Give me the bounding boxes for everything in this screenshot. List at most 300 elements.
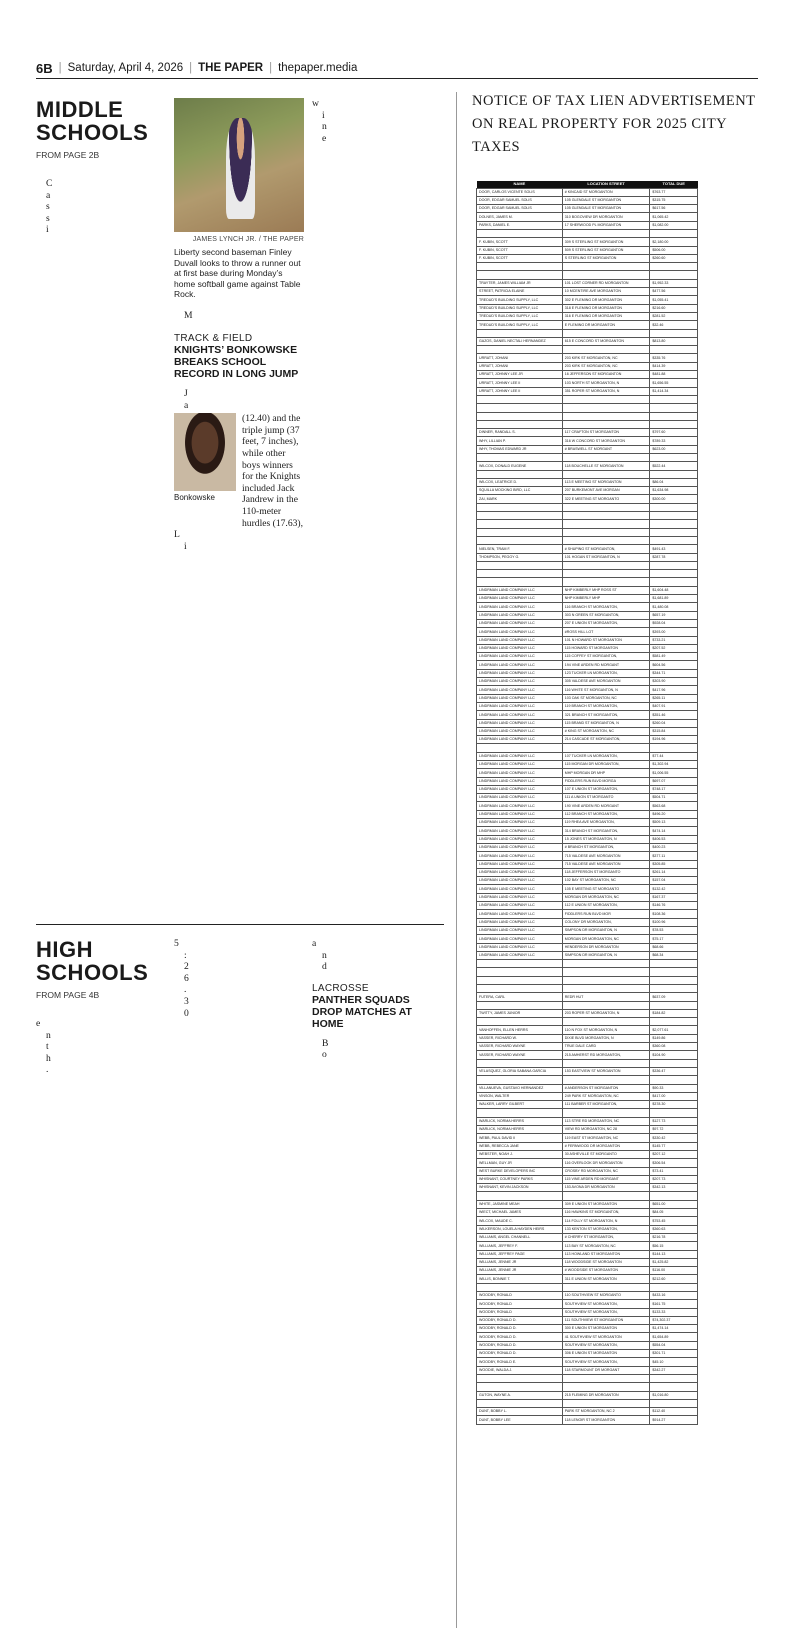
table-row	[477, 760, 698, 768]
location-cell	[562, 536, 650, 544]
location-cell: DIXIE BLVD MORGANTON, N	[562, 1034, 650, 1042]
table-row	[477, 1117, 698, 1125]
total-due-cell: $336.47	[650, 1067, 698, 1075]
table-row	[477, 1126, 698, 1134]
table-row	[477, 1209, 698, 1217]
owner-name-cell: LINDRMAN LAND COMPANY LLC	[477, 603, 563, 611]
owner-name-cell: LINDRMAN LAND COMPANY LLC	[477, 918, 563, 926]
total-due-cell: $32.46	[650, 321, 698, 329]
location-cell	[562, 470, 650, 478]
table-row	[477, 495, 698, 503]
owner-name-cell	[477, 744, 563, 752]
location-cell	[562, 1383, 650, 1391]
total-due-cell: $914.27	[650, 1416, 698, 1424]
location-cell	[562, 744, 650, 752]
table-row	[477, 312, 698, 320]
total-due-cell: $68.34	[650, 951, 698, 959]
location-cell: 116 HAWKINS ST MORGANTON,	[562, 1209, 650, 1217]
total-due-cell: $207.73	[650, 1175, 698, 1183]
total-due-cell: $491.43	[650, 545, 698, 553]
total-due-cell	[650, 229, 698, 237]
table-row	[477, 346, 698, 354]
table-row	[477, 470, 698, 478]
location-cell: 10 MCENTIRE AVE MORGANTON	[562, 288, 650, 296]
paragraph: :	[184, 949, 187, 961]
paragraphs	[312, 1038, 442, 1061]
location-cell	[562, 503, 650, 511]
table-row	[477, 205, 698, 213]
location-cell: 509 S STERLING ST MORGANTON	[562, 246, 650, 254]
location-cell: 105 GLENDALE ST MORGANTON	[562, 205, 650, 213]
owner-name-cell: LINDRMAN LAND COMPANY LLC	[477, 595, 563, 603]
total-due-cell: $68.66	[650, 943, 698, 951]
player-figure	[226, 118, 255, 219]
total-due-cell	[650, 512, 698, 520]
total-due-cell: $504.71	[650, 794, 698, 802]
owner-name-cell: WEBB, PAUL DAVID II	[477, 1134, 563, 1142]
location-cell: # BRASWELL ST MORGANT	[562, 445, 650, 453]
location-cell: 103 NORTH ST MORGANTON, N	[562, 379, 650, 387]
location-cell: 112 E UNION ST MORGANTON,	[562, 902, 650, 910]
owner-name-cell: LINDRMAN LAND COMPANY LLC	[477, 586, 563, 594]
table-row	[477, 1366, 698, 1374]
table-row	[477, 1184, 698, 1192]
table-row	[477, 1217, 698, 1225]
total-due-cell: $417.96	[650, 686, 698, 694]
total-due-cell: $157.04	[650, 877, 698, 885]
table-row	[477, 503, 698, 511]
table-row	[477, 1391, 698, 1399]
table-row	[477, 678, 698, 686]
owner-name-cell	[477, 503, 563, 511]
total-due-cell: $45.10	[650, 1358, 698, 1366]
total-due-cell	[650, 1399, 698, 1407]
total-due-cell: $116.00	[650, 1267, 698, 1275]
lacrosse-kicker: LACROSSE	[312, 982, 369, 994]
table-row	[477, 279, 698, 287]
total-due-cell	[650, 470, 698, 478]
total-due-cell: $265.11	[650, 694, 698, 702]
location-cell: SOUTHVIEW ST MORGANTON,	[562, 1308, 650, 1316]
table-row	[477, 868, 698, 876]
total-due-cell	[650, 1374, 698, 1382]
table-row	[477, 1233, 698, 1241]
owner-name-cell	[477, 346, 563, 354]
table-row	[477, 752, 698, 760]
location-cell: CROSBY RD MORGANTON, NC	[562, 1167, 650, 1175]
table-row	[477, 561, 698, 569]
table-row	[477, 736, 698, 744]
owner-name-cell: WARLICK, NORMA HERRS	[477, 1117, 563, 1125]
total-due-cell: $2,180.00	[650, 238, 698, 246]
location-cell: 118 BOUCHELLE ST MORGANTON	[562, 462, 650, 470]
owner-name-cell: LINDRMAN LAND COMPANY LLC	[477, 719, 563, 727]
paragraph: s	[46, 212, 50, 224]
owner-name-cell: DOLNES, JAMES M.	[477, 213, 563, 221]
table-row	[477, 1316, 698, 1324]
total-due-cell: $789.33	[650, 437, 698, 445]
owner-name-cell: LINDRMAN LAND COMPANY LLC	[477, 802, 563, 810]
owner-name-cell: LINDRMAN LAND COMPANY LLC	[477, 835, 563, 843]
location-cell: 318 E FLEMING DR MORGANTON	[562, 304, 650, 312]
table-row	[477, 404, 698, 412]
location-cell: 105 GLENDALE ST MORGANTON	[562, 196, 650, 204]
total-due-cell: $496.20	[650, 810, 698, 818]
location-cell: 310 BOGOVIEW DR MORGANTON	[562, 213, 650, 221]
owner-name-cell: LINDRMAN LAND COMPANY LLC	[477, 777, 563, 785]
total-due-cell	[650, 744, 698, 752]
table-row	[477, 1225, 698, 1233]
paragraph: M	[184, 309, 193, 321]
location-cell: # ANDERSON ST MORGANTON	[562, 1084, 650, 1092]
location-cell: 300 E UNION ST MORGANTON	[562, 1325, 650, 1333]
total-due-cell: $73.41	[650, 1167, 698, 1175]
total-due-cell: $407.91	[650, 702, 698, 710]
owner-name-cell: LINDRMAN LAND COMPANY LLC	[477, 769, 563, 777]
owner-name-cell: F. KUBIN, SCOTT	[477, 254, 563, 262]
table-row	[477, 536, 698, 544]
location-cell: 105 E MEETING ST MORGANTO	[562, 885, 650, 893]
location-cell: 115 COFFEY ST MORGANTON,	[562, 653, 650, 661]
total-due-cell: $56.15	[650, 1242, 698, 1250]
tax-notice-title: NOTICE OF TAX LIEN ADVERTISEMENT ON REAL PROPERTY FOR 2025 CITY TAXES	[472, 93, 756, 155]
total-due-cell: $260.60	[650, 254, 698, 262]
table-row	[477, 1291, 698, 1299]
table-row	[477, 902, 698, 910]
total-due-cell: $522.44	[650, 462, 698, 470]
owner-name-cell: LINDRMAN LAND COMPANY LLC	[477, 819, 563, 827]
table-row	[477, 603, 698, 611]
total-due-cell: $75.17	[650, 935, 698, 943]
owner-name-cell	[477, 271, 563, 279]
table-row	[477, 520, 698, 528]
masthead-rule	[36, 78, 758, 79]
track-text-b	[174, 529, 304, 552]
total-due-cell: $301.71	[650, 1350, 698, 1358]
table-row	[477, 1333, 698, 1341]
paragraph: B	[322, 1037, 329, 1049]
photo-caption: Liberty second baseman Finley Duvall looks to throw a runner out at first base during Monday’s home softball game against Table Rock.	[174, 247, 301, 299]
owner-name-cell: LINDRMAN LAND COMPANY LLC	[477, 702, 563, 710]
total-due-cell: $216.60	[650, 304, 698, 312]
owner-name-cell: SQUILLA MOCKING BIRD, LLC	[477, 487, 563, 495]
table-row	[477, 1059, 698, 1067]
total-due-cell: $1,302.94	[650, 760, 698, 768]
location-cell: # KINCAID ST MORGANTON	[562, 188, 650, 196]
mug-caption: Bonkowske	[174, 493, 215, 503]
location-cell: 16 JEFFERSON ST MORGANTON	[562, 371, 650, 379]
total-due-cell: $393.00	[650, 628, 698, 636]
wrap-paragraph: (12.40) and the triple jump (37 feet, 7 inches), while other boys winners for the Knights included Jack Jandrew in the 110-meter hurdles (17.63),	[242, 413, 304, 529]
total-due-cell	[650, 404, 698, 412]
table-row	[477, 1242, 698, 1250]
owner-name-cell: GUTON, WAYNE A.	[477, 1391, 563, 1399]
owner-name-cell: TRAYTER, JAMES WILLIAM JR	[477, 279, 563, 287]
owner-name-cell: LINDRMAN LAND COMPANY LLC	[477, 661, 563, 669]
high-schools-text-2	[174, 938, 304, 1019]
paragraph: t	[46, 1041, 49, 1053]
location-cell: 30 ASHEVILLE ST MORGANTO	[562, 1150, 650, 1158]
paragraph: w	[312, 98, 319, 109]
owner-name-cell: TREDUD’S BUILDING SUPPLY, LLC	[477, 296, 563, 304]
table-row	[477, 1341, 698, 1349]
issue-date: Saturday, April 4, 2026	[67, 62, 184, 74]
location-cell: #ROSS HILL LOT	[562, 628, 650, 636]
owner-name-cell: WIECT, MICHAEL JAMES	[477, 1209, 563, 1217]
owner-name-cell: WHY, THOMAS EDWARD JR	[477, 445, 563, 453]
paragraph: 6	[184, 972, 189, 984]
total-due-cell: $260.04	[650, 719, 698, 727]
owner-name-cell: DUNT, BOBBY L.	[477, 1408, 563, 1416]
location-cell: 113 BAY ST MORGANTON, NC	[562, 1242, 650, 1250]
location-cell: 316 W CONCORD ST MORGANTON	[562, 437, 650, 445]
total-due-cell: $342.27	[650, 1366, 698, 1374]
location-cell: 41 SOUTHVIEW ST MORGANTON	[562, 1333, 650, 1341]
softball-photo	[174, 98, 304, 232]
table-row	[477, 885, 698, 893]
owner-name-cell: LINDRMAN LAND COMPANY LLC	[477, 860, 563, 868]
middle-schools-text-3	[312, 98, 442, 144]
owner-name-cell	[477, 420, 563, 428]
total-due-cell: $763.77	[650, 188, 698, 196]
table-row	[477, 628, 698, 636]
owner-name-cell: LINDRMAN LAND COMPANY LLC	[477, 877, 563, 885]
location-cell: 207 E UNION ST MORGANTON,	[562, 619, 650, 627]
mug-wrap	[174, 413, 236, 529]
owner-name-cell	[477, 1059, 563, 1067]
table-row	[477, 395, 698, 403]
location-cell: 115 BRAND ST MORGANTON, N	[562, 719, 650, 727]
table-row	[477, 1167, 698, 1175]
owner-name-cell: VILLANUEVA, GUSTAVO HERNANDEZ	[477, 1084, 563, 1092]
location-cell	[562, 1018, 650, 1026]
owner-name-cell: LINDRMAN LAND COMPANY LLC	[477, 951, 563, 959]
owner-name-cell: DINNER, RANDALL S.	[477, 429, 563, 437]
total-due-cell: $360.63	[650, 1225, 698, 1233]
location-cell	[562, 395, 650, 403]
table-row	[477, 951, 698, 959]
site-url[interactable]: thepaper.media	[278, 62, 358, 74]
table-row	[477, 702, 698, 710]
owner-name-cell	[477, 985, 563, 993]
total-due-cell	[650, 968, 698, 976]
owner-name-cell	[477, 976, 563, 984]
location-cell: PARK ST MORGANTON, NC 2	[562, 1408, 650, 1416]
owner-name-cell	[477, 1399, 563, 1407]
total-due-cell: $108.36	[650, 910, 698, 918]
total-due-cell	[650, 536, 698, 544]
paragraph: e	[36, 1018, 41, 1029]
owner-name-cell: WOODBY, RONALD D.	[477, 1325, 563, 1333]
tax-notice	[472, 90, 762, 1630]
location-cell: 249 PARK ST MORGANTON, NC	[562, 1092, 650, 1100]
location-cell: 119 BRANCH ST MORGANTON,	[562, 702, 650, 710]
owner-name-cell: TREDUD’S BUILDING SUPPLY, LLC	[477, 321, 563, 329]
paragraphs	[36, 178, 166, 236]
location-cell: # BRANCH ST MORGANTON,	[562, 843, 650, 851]
photo-credit: JAMES LYNCH JR. / THE PAPER	[192, 236, 304, 243]
location-cell	[562, 512, 650, 520]
paragraph: n	[46, 1029, 51, 1041]
table-row	[477, 794, 698, 802]
total-due-cell	[650, 520, 698, 528]
masthead-separator: |	[269, 62, 273, 74]
masthead-separator: |	[58, 62, 62, 74]
total-due-cell: $474.14	[650, 827, 698, 835]
table-row	[477, 1084, 698, 1092]
owner-name-cell	[477, 412, 563, 420]
owner-name-cell: URRATT, JOHANI	[477, 362, 563, 370]
table-row	[477, 545, 698, 553]
location-cell: 321 BRANCH ST MORGANTON,	[562, 711, 650, 719]
total-due-cell: $581.49	[650, 653, 698, 661]
table-row	[477, 1275, 698, 1283]
owner-name-cell: LINDRMAN LAND COMPANY LLC	[477, 885, 563, 893]
location-cell: 133 KENTON ST MORGANTON,	[562, 1225, 650, 1233]
table-row	[477, 1076, 698, 1084]
total-due-cell: $104.90	[650, 1051, 698, 1059]
table-row	[477, 619, 698, 627]
total-due-cell: $100.96	[650, 918, 698, 926]
owner-name-cell: LINDRMAN LAND COMPANY LLC	[477, 644, 563, 652]
owner-name-cell: TREDUD’S BUILDING SUPPLY, LLC	[477, 304, 563, 312]
location-cell: 190 VINE ARDEN RD MORGANT	[562, 802, 650, 810]
middle-schools-text-2a	[174, 310, 304, 322]
table-row	[477, 744, 698, 752]
table-row	[477, 288, 698, 296]
location-cell: 123 TUCKER LN MORGANTON,	[562, 669, 650, 677]
owner-name-cell: WALKER, LARRY GILBERT	[477, 1101, 563, 1109]
location-cell: # FERNWOOD DR MORGANTON	[562, 1142, 650, 1150]
total-due-cell: $335.76	[650, 354, 698, 362]
table-row	[477, 893, 698, 901]
total-due-cell: $281.52	[650, 312, 698, 320]
table-row	[477, 429, 698, 437]
track-subhead: KNIGHTS’ BONKOWSKE BREAKS SCHOOL RECORD IN LONG JUMP	[174, 344, 299, 381]
table-row	[477, 1175, 698, 1183]
total-due-cell: $733.21	[650, 636, 698, 644]
table-row	[477, 1300, 698, 1308]
paragraphs	[174, 529, 304, 552]
location-cell: SIMPSON DR MORGANTON, N	[562, 951, 650, 959]
table-row	[477, 1408, 698, 1416]
location-cell	[562, 578, 650, 586]
owner-name-cell: VASSER, RICHARD WAYNE	[477, 1043, 563, 1051]
total-due-cell: $90.33	[650, 1084, 698, 1092]
owner-name-cell	[477, 1192, 563, 1200]
location-cell: COLONY DR MORGANTON,	[562, 918, 650, 926]
owner-name-cell: LINDRMAN LAND COMPANY LLC	[477, 810, 563, 818]
owner-name-cell: WELLMAN, GUY JR	[477, 1159, 563, 1167]
owner-name-cell	[477, 512, 563, 520]
table-row	[477, 296, 698, 304]
table-row	[477, 835, 698, 843]
table-row	[477, 852, 698, 860]
table-row	[477, 1267, 698, 1275]
table-row	[477, 196, 698, 204]
location-cell: 107 E UNION ST MORGANTON,	[562, 785, 650, 793]
paragraph: n	[322, 949, 327, 961]
location-cell: 311 E UNION ST MORGANTON	[562, 1275, 650, 1283]
owner-name-cell: LINDRMAN LAND COMPANY LLC	[477, 868, 563, 876]
total-due-cell	[650, 503, 698, 511]
location-cell: SOUTHVIEW ST MORGANTON,	[562, 1300, 650, 1308]
table-row	[477, 769, 698, 777]
table-row	[477, 412, 698, 420]
owner-name-cell: LINDRMAN LAND COMPANY LLC	[477, 893, 563, 901]
location-cell	[562, 1374, 650, 1382]
paragraph: i	[322, 109, 325, 121]
location-cell: 110 N FOX ST MORGANTON, N	[562, 1026, 650, 1034]
owner-name-cell: WOODBY, RONALD D.	[477, 1316, 563, 1324]
owner-name-cell: WHISNANT, KEVIN JACKSON	[477, 1184, 563, 1192]
location-cell: 111 BARBER ST MORGANTON,	[562, 1101, 650, 1109]
table-row	[477, 1043, 698, 1051]
middle-schools-column-2	[174, 98, 304, 920]
total-due-cell	[650, 976, 698, 984]
location-cell	[562, 263, 650, 271]
location-cell: FIDDLERS RUN BLVD MOR	[562, 910, 650, 918]
paragraph: L	[174, 529, 180, 541]
paragraph: a	[184, 399, 189, 411]
high-schools-headline: HIGH SCHOOLS	[36, 938, 149, 985]
location-cell	[562, 1001, 650, 1009]
total-due-cell	[650, 1076, 698, 1084]
owner-name-cell	[477, 1018, 563, 1026]
total-due-cell: $86.04	[650, 478, 698, 486]
total-due-cell: $300.00	[650, 495, 698, 503]
paragraph: 2	[184, 961, 189, 973]
owner-name-cell: DOOR, EDGAR SAMUEL SOLIS	[477, 196, 563, 204]
location-cell: VIEW RD MORGANTON, NC 28	[562, 1126, 650, 1134]
location-cell: 115 VINE ARDEN RD MORGANT	[562, 1175, 650, 1183]
location-cell	[562, 346, 650, 354]
location-cell	[562, 976, 650, 984]
tax-table-header	[477, 181, 698, 188]
owner-name-cell: WOODBY, RONALD E.	[477, 1358, 563, 1366]
total-due-cell: $378.30	[650, 1101, 698, 1109]
owner-name-cell: WILLIAMS, ANGEL CHANNELL	[477, 1233, 563, 1241]
location-cell: 101 N HOWARD ST MORGANTON	[562, 636, 650, 644]
total-due-cell	[650, 561, 698, 569]
location-cell: 207 BURKEMONT AVE MORGAN	[562, 487, 650, 495]
table-row	[477, 910, 698, 918]
table-row	[477, 943, 698, 951]
total-due-cell: $623.00	[650, 445, 698, 453]
paragraphs	[174, 388, 304, 411]
owner-name-cell: LINDRMAN LAND COMPANY LLC	[477, 636, 563, 644]
owner-name-cell: PARKS, DANIEL E.	[477, 221, 563, 229]
owner-name-cell	[477, 395, 563, 403]
location-cell: SIMPSON DR MORGANTON, N	[562, 926, 650, 934]
owner-name-cell: WOODBY, RONALD D.	[477, 1341, 563, 1349]
paragraph: C	[46, 178, 53, 189]
location-cell	[562, 985, 650, 993]
high-schools-column-3	[312, 938, 442, 1628]
owner-name-cell: WOODBY, RONALD	[477, 1300, 563, 1308]
table-row	[477, 420, 698, 428]
table-row	[477, 661, 698, 669]
total-due-cell: $477.56	[650, 288, 698, 296]
location-cell	[562, 1076, 650, 1084]
location-cell	[562, 570, 650, 578]
total-due-cell: $184.82	[650, 1009, 698, 1017]
owner-name-cell: LINDRMAN LAND COMPANY LLC	[477, 760, 563, 768]
location-cell: 15 JONES ST MORGANTON, N	[562, 835, 650, 843]
owner-name-cell: WEBSTER, NOAH J.	[477, 1150, 563, 1158]
total-due-cell	[650, 263, 698, 271]
location-cell: NHP KIMBERLY MHP ROSS ST	[562, 586, 650, 594]
